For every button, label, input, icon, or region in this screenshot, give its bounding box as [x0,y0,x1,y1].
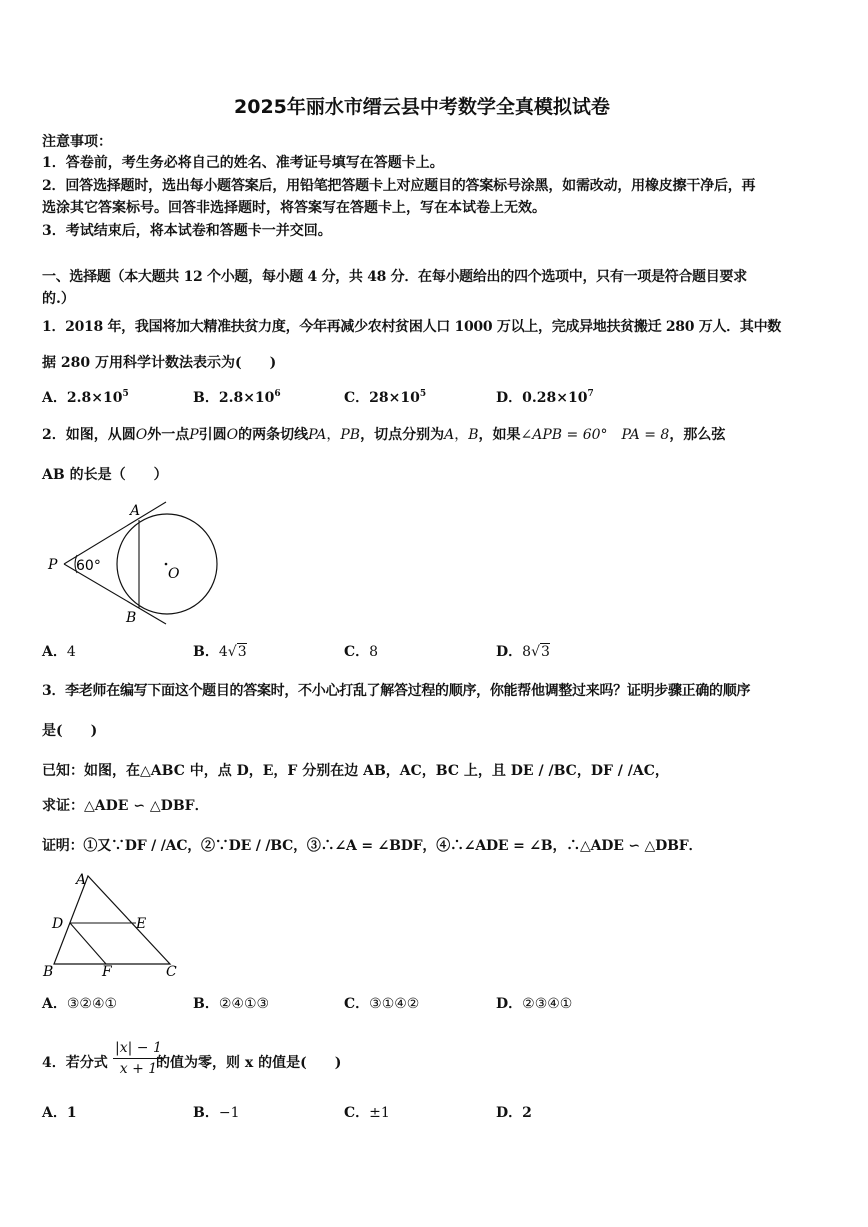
q1-option-b: B．$2.8\times 10^6$ [193,389,281,406]
segment-df [70,923,106,964]
q3-triangle-figure [40,868,190,983]
section-heading: 一、选择题（本大题共 12 个小题，每小题 4 分，共 48 分．在每小题给出的四个选项中，只有一项是符合题目要求 [42,269,747,285]
q3-given: 已知：如图，在△ABC 中，点 D，E，F 分别在边 AB，AC，BC 上，且 DE / /BC，DF / /AC， [42,763,669,779]
q3-prove: 求证：△ADE ∽ △DBF． [42,798,209,814]
tangent-pa [64,502,166,564]
q4-stem-pre: 4．若分式 [42,1055,108,1071]
q4-option-b: B．−1 [193,1105,240,1121]
q2-option-d: D．8√3 [496,644,550,660]
label-f: F [102,964,112,980]
label-a: A [76,872,87,888]
q2-stem-cont: AB 的长是（ ） [42,467,168,483]
label-o: O [168,566,180,582]
notice-item-1: 1．答卷前，考生务必将自己的姓名、准考证号填写在答题卡上。 [42,155,444,171]
label-d: D [52,916,64,932]
triangle-abc [54,876,170,964]
q3-proof: 证明：①又∵DF / /AC，②∵DE / /BC，③∴∠A = ∠BDF，④∴∠ADE = ∠B，∴△ADE ∽ △DBF． [42,838,703,854]
q3-option-c: C．③①④② [344,996,420,1012]
q3-option-d: D．②③④① [496,996,573,1012]
q2-stem: 2．如图，从圆O外一点P引圆O的两条切线PA，PB，切点分别为A，B，如果∠APB = 60° PA = 8，那么弦 [42,427,726,443]
q1-option-a: A．$2.8\times 10^5$ [42,389,129,406]
q3-stem-cont: 是( ) [42,723,98,739]
notice-heading: 注意事项： [42,134,112,150]
q2-option-b: B．4√3 [193,644,247,660]
q4-option-c: C．±1 [344,1105,390,1121]
label-c: C [166,964,177,980]
center-o [165,563,168,566]
q1-option-d: D．$0.28\times 10^7$ [496,389,594,406]
q2-option-a: A．4 [42,644,76,660]
q4-option-a: A．1 [42,1105,77,1121]
q3-option-b: B．②④①③ [193,996,270,1012]
q4-stem-post: 的值为零，则 x 的值是( ) [156,1055,342,1071]
q1-option-c: C．$28\times 10^5$ [344,389,427,406]
q4-numerator: |x| − 1 [115,1040,162,1056]
label-p: P [48,557,58,573]
q2-circle-figure [42,498,232,628]
label-b: B [126,610,137,626]
page-title: 2025年丽水市缙云县中考数学全真模拟试卷 [234,96,610,118]
section-heading-cont: 的.） [42,291,75,307]
label-a: A [130,503,141,519]
q3-option-a: A．③②④① [42,996,118,1012]
notice-item-3: 3．考试结束后，将本试卷和答题卡一并交回。 [42,223,332,239]
q4-denominator: x + 1 [119,1061,158,1077]
q4-option-d: D．2 [496,1105,532,1121]
label-b: B [43,964,54,980]
q3-stem: 3．李老师在编写下面这个题目的答案时，不小心打乱了解答过程的顺序，你能帮他调整过来吗？证明步骤正确的顺序 [42,683,751,699]
label-e: E [136,916,147,932]
notice-item-2-cont: 选涂其它答案标号。回答非选择题时，将答案写在答题卡上，写在本试卷上无效。 [42,200,546,216]
q1-stem: 1．2018 年，我国将加大精准扶贫力度，今年再减少农村贫困人口 1000 万以上，完成异地扶贫搬迁 280 万人．其中数 [42,319,781,335]
q1-stem-cont: 据 280 万用科学计数法表示为( ) [42,355,277,371]
angle-label: 60° [76,558,101,574]
q2-option-c: C．8 [344,644,379,660]
notice-item-2: 2．回答选择题时，选出每小题答案后，用铅笔把答题卡上对应题目的答案标号涂黑，如需改动，用橡皮擦干净后，再 [42,178,756,194]
